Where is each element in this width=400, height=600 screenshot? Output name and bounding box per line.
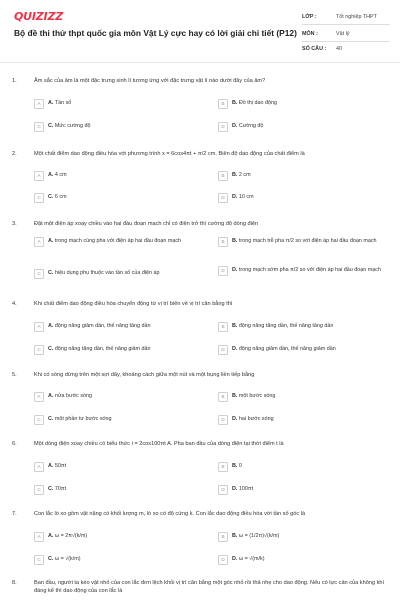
option-letter: D. (232, 416, 238, 422)
option-key-box: B (218, 462, 228, 472)
option-letter: C. (48, 416, 54, 422)
meta-divider (302, 41, 390, 42)
option-key-box: A (34, 532, 44, 542)
meta-class-value: Tốt nghiệp THPT (336, 14, 377, 20)
quizizz-logo: QUIZIZZ (14, 10, 63, 23)
option-letter: B. (232, 238, 238, 244)
option-letter: A. (48, 172, 54, 178)
option-key-box: C (34, 122, 44, 132)
option-letter: D. (232, 486, 238, 492)
option-letter: A. (48, 238, 54, 244)
option-letter: B. (232, 100, 238, 106)
option-letter: A. (48, 533, 54, 539)
option-key-box: D (218, 345, 228, 355)
option-text: trong mạch sớm pha π/2 so với điện áp hai đầu đoạn mạch (238, 267, 381, 273)
option-letter: A. (48, 463, 54, 469)
option-key-box: A (34, 462, 44, 472)
option-letter: C. (48, 486, 54, 492)
option-key-box: D (218, 122, 228, 132)
option-key-box: C (34, 193, 44, 203)
question-number: 5. (12, 372, 17, 378)
option-key-box: D (218, 193, 228, 203)
option-key-box: D (218, 266, 228, 276)
option-text: Đồ thị dao động (238, 100, 277, 106)
question-text: Khi chất điểm dao động điều hòa chuyển động từ vị trí biên về vị trí cân bằng thì (34, 301, 233, 307)
option-text: hai bước sóng (238, 416, 274, 422)
option-key-box: C (34, 485, 44, 495)
option-text: động năng giảm dần, thế năng giảm dần (238, 346, 336, 352)
option-text: hiệu dụng phụ thuộc vào tần số của điện áp (54, 270, 160, 276)
meta-class-label: LỚP : (302, 14, 317, 20)
option-text: một phần tư bước sóng (54, 416, 112, 422)
option-key-box: A (34, 322, 44, 332)
meta-subject-label: MÔN : (302, 31, 318, 37)
option-key-box: D (218, 555, 228, 565)
option-text: 2 cm (238, 172, 251, 178)
option-text: ω = (1/2π)√(k/m) (238, 533, 280, 539)
question-text: Khi có sóng dừng trên một sợi dây, khoảng cách giữa một nút và một bụng liền tiếp bằng (34, 372, 255, 378)
option-text: động năng tăng dần, thế năng giảm dần (54, 346, 151, 352)
meta-count-label: SỐ CÂU : (302, 46, 327, 52)
meta-count-value: 40 (336, 46, 342, 52)
option-letter: D. (232, 267, 238, 273)
question-number: 3. (12, 221, 17, 227)
option-text: động năng tăng dần, thế năng tăng dần (238, 323, 334, 329)
option-key-box: A (34, 99, 44, 109)
question-number: 7. (12, 511, 17, 517)
option-key-box: C (34, 345, 44, 355)
option-text: nửa bước sóng (54, 393, 93, 399)
option-text: một bước sóng (238, 393, 276, 399)
option-text: Tần số (54, 100, 72, 106)
option-text: động năng giảm dần, thế năng tăng dần (54, 323, 151, 329)
question-number: 1. (12, 78, 17, 84)
option-text: 100πt (238, 486, 254, 492)
option-letter: D. (232, 346, 238, 352)
option-key-box: B (218, 171, 228, 181)
option-key-box: B (218, 237, 228, 247)
option-key-box: B (218, 392, 228, 402)
option-letter: B. (232, 172, 238, 178)
question-text: Đặt một điện áp xoay chiều vào hai đầu đoạn mạch chỉ có điện trở thì cường độ dòng điện (34, 221, 259, 227)
question-text: Một chất điểm dao động điều hòa với phương trình x = 6cos4πt + π/2 cm. Biên độ dao động của chất điểm là (34, 151, 305, 157)
option-text: 70πt (54, 486, 67, 492)
option-letter: A. (48, 393, 54, 399)
worksheet-title: Bộ đề thi thử thpt quốc gia môn Vật Lý cực hay có lời giải chi tiết (P12) (14, 28, 297, 38)
option-letter: B. (232, 533, 238, 539)
option-key-box: C (34, 555, 44, 565)
question-text: Âm sắc của âm là một đặc trưng sinh lí tương ứng với đặc trưng vật lí nào dưới đây của âm? (34, 78, 266, 84)
option-key-box: A (34, 237, 44, 247)
option-text: 6 cm (54, 194, 67, 200)
worksheet-header (0, 0, 400, 64)
option-letter: C. (48, 346, 54, 352)
option-letter: A. (48, 100, 54, 106)
meta-divider (302, 24, 390, 25)
option-letter: C. (48, 556, 54, 562)
option-letter: D. (232, 556, 238, 562)
option-text: Mức cường độ (54, 123, 91, 129)
meta-subject-value: Vật lý (336, 31, 350, 37)
question-number: 4. (12, 301, 17, 307)
option-key-box: B (218, 99, 228, 109)
option-letter: D. (232, 123, 238, 129)
question-number: 6. (12, 441, 17, 447)
option-letter: C. (48, 270, 54, 276)
option-text: ω = √(m/k) (238, 556, 265, 562)
option-text: 0 (238, 463, 242, 469)
question-number: 2. (12, 151, 17, 157)
option-text: 10 cm (238, 194, 254, 200)
option-text: trong mạch trễ pha π/2 so với điện áp hai đầu đoạn mạch (238, 238, 377, 244)
question-text: Ban đầu, người ta kéo vật nhỏ của con lắc đơn lệch khỏi vị trí cân bằng một góc nhỏ rồi thả nhẹ cho dao động. Nếu có lực cản của không khí đáng kể thì dao động của con lắc là (34, 580, 385, 594)
option-key-box: D (218, 485, 228, 495)
option-key-box: C (34, 415, 44, 425)
option-key-box: A (34, 171, 44, 181)
question-text: Con lắc lò xo gồm vật nặng có khối lượng m, lò xo có độ cứng k. Con lắc dao động điều hòa với tần số góc là (34, 511, 306, 517)
option-text: Cường độ (238, 123, 264, 129)
option-letter: C. (48, 123, 54, 129)
option-letter: B. (232, 463, 238, 469)
option-key-box: B (218, 322, 228, 332)
question-text: Một dòng điện xoay chiều có biểu thức i = 2cos100πt A. Pha ban đầu của dòng điện tại thời điểm t là (34, 441, 284, 447)
option-letter: B. (232, 323, 238, 329)
option-letter: D. (232, 194, 238, 200)
option-letter: C. (48, 194, 54, 200)
header-divider (0, 62, 400, 63)
option-letter: B. (232, 393, 238, 399)
option-text: ω = √(k/m) (54, 556, 81, 562)
option-text: 4 cm (54, 172, 67, 178)
option-key-box: B (218, 532, 228, 542)
question-number: 8. (12, 580, 17, 586)
option-text: trong mạch cùng pha với điện áp hai đầu đoạn mạch (54, 238, 182, 244)
option-key-box: A (34, 392, 44, 402)
option-text: 50πt (54, 463, 67, 469)
option-text: ω = 2π√(k/m) (54, 533, 88, 539)
option-key-box: D (218, 415, 228, 425)
option-letter: A. (48, 323, 54, 329)
option-key-box: C (34, 269, 44, 279)
